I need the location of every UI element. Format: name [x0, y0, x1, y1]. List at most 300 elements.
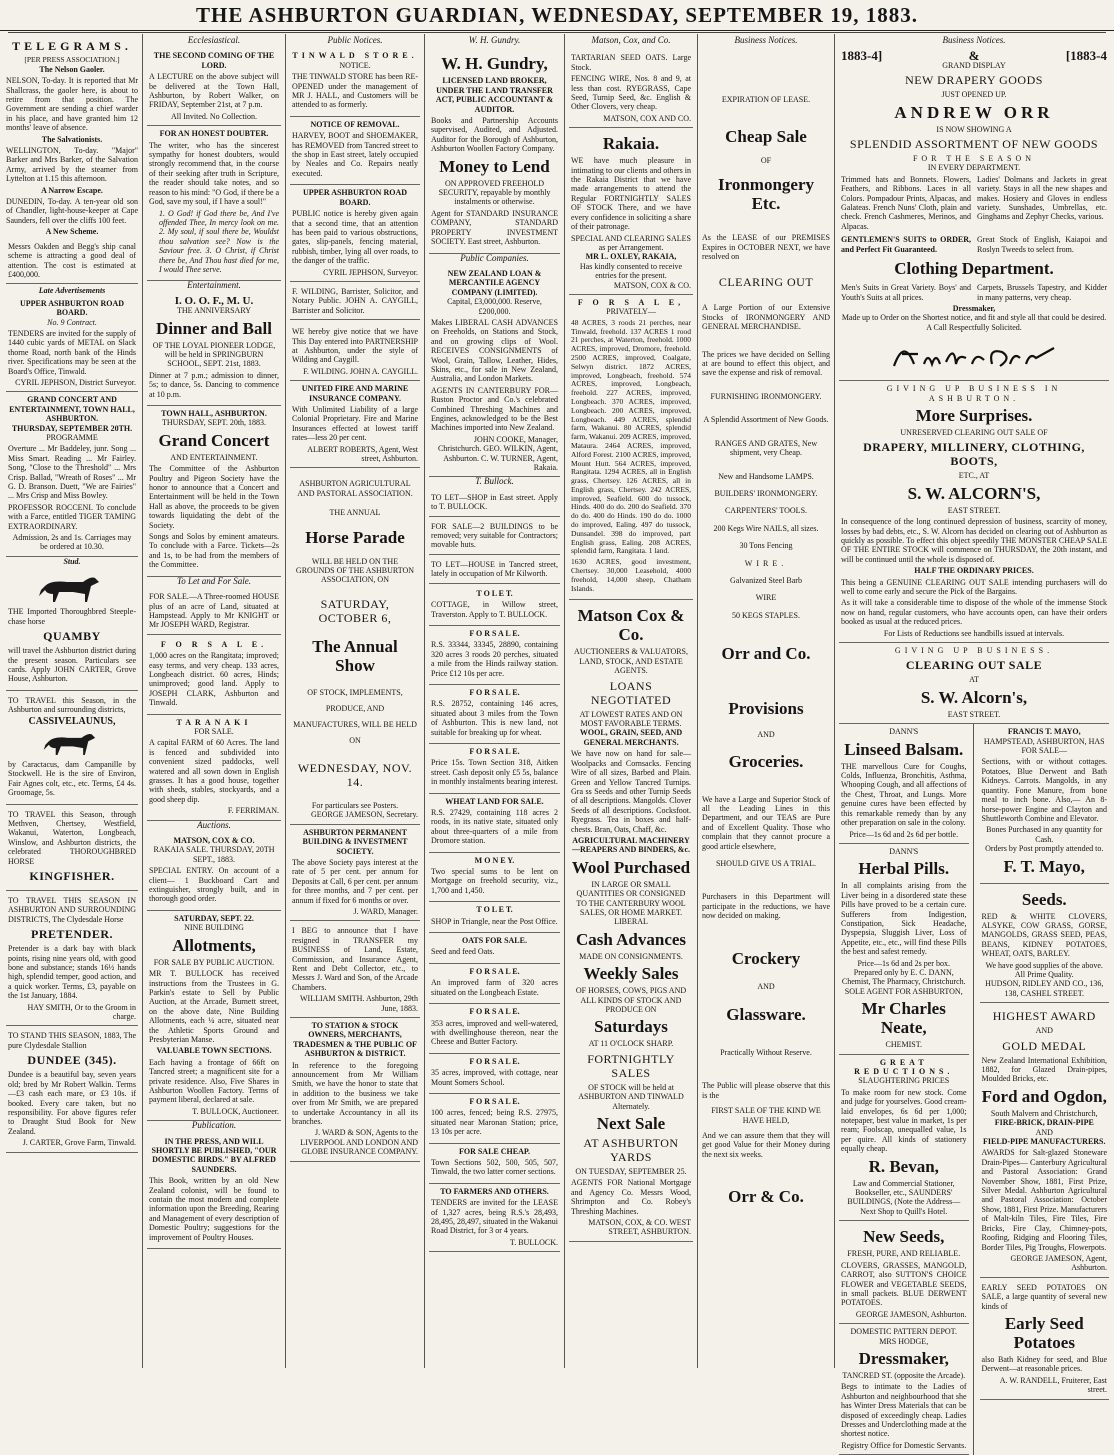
ad-text: HUDSON, RIDLEY AND CO., 136, 138, CASHEL STREET. [985, 979, 1104, 998]
ad-text: ETC., AT [958, 471, 990, 481]
ad-text: Seed and feed Oats. [431, 947, 495, 957]
goods-list: Carpets, Brussels Tapestry, and Kidder in many patterns, very cheap. [977, 283, 1107, 302]
pretender-ad [6, 891, 138, 1026]
ad-text: PUBLIC notice is hereby given again that a second time, that an attention has been paid to various obstructions, gates, slip-panels, fencing material, rubbish, timber, lying all over roads, to the danger of the traffic. [292, 209, 418, 266]
ad-text: Orders by Post promptly attended to. [985, 844, 1104, 854]
ad-text: IS NOW SHOWING A [936, 124, 1012, 134]
ad-text: FIRE-BRICK, DRAIN-PIPE [994, 1118, 1094, 1128]
ad-text: The Committee of the Ashburton Poultry and Pigeon Society have the honor to announce that a Concert and Entertainment will be held in the Town Hall as above, the proceeds to be given towards liquidating the debt of the Society. [149, 464, 279, 530]
ad-headline: Orr and Co. [721, 644, 811, 664]
ad-text: With Unlimited Liability of a large Colonial Proprietary. Fire and Marine Insurances effected at lowest tariff rates—less 20 per cent. [292, 405, 418, 443]
dann-column [839, 724, 974, 1455]
ad-text: THE ANNUAL [329, 508, 381, 518]
ad-text: Each having a frontage of 66ft on Tancred street; a magnificent site for a private residence. Also, Five Shares in Ashburton Woollen Factory. Terms of payment liberal, declared at sale. [149, 1057, 279, 1105]
ad-text: OF STOCK, IMPLEMENTS, PRODUCE, AND MANUFACTURES, WILL BE HELD ON [293, 687, 417, 745]
horse-icon [42, 729, 102, 757]
ad-headline: Glassware. [726, 1005, 806, 1025]
ad-subhead: LOANS NEGOTIATED [590, 678, 672, 707]
to-let-ad: TO LET—SHOP in East street. Apply to T. BULLOCK. [429, 490, 560, 517]
ad-text: Begs to intimate to the Ladies of Ashburton and neighbourhood that she has Winter Dress Materials that can be disposed of exceedingly cheap. Ladies Dresses and Underclothing made at the shortest notice. [841, 1382, 967, 1439]
ad-text: MRS HODGE, [879, 1336, 929, 1346]
ad-text: DANN'S [889, 727, 919, 737]
ford-ogdon-ad [980, 1003, 1110, 1278]
ad-subhead: FORTNIGHTLY SALES [587, 1051, 675, 1080]
goods-lists [841, 173, 1107, 233]
section-header: Public Companies. [460, 252, 529, 263]
horse-icon [37, 572, 107, 604]
telegram-text: DUNEDIN, To-day. A ten-year old son of Chandler, light-house-keeper at Cape Saunders, fell over the cliffs 100 feet. [6, 197, 138, 225]
ad-title: F O R S A L E. [469, 1056, 520, 1066]
ad-headline: Early Seed Potatoes [1004, 1313, 1084, 1352]
goods-list: Men's Suits in Great Variety. Boys' and Youth's Suits at all prices. [841, 283, 971, 302]
ad-title: I. O. O. F., M. U. [174, 294, 254, 307]
road-board-notice [290, 185, 420, 282]
horse-name: PRETENDER. [30, 927, 113, 942]
ad-headline: Herbal Pills. [858, 859, 950, 879]
ad-text: AT [969, 675, 979, 685]
ad-headline: Clothing Department. [894, 259, 1054, 279]
ad-text: by Caractacus, dam Campanille by Stockwell. He is the sire of Environ, Fair Agnes colt, etc., etc. Terms, £4 4s. Groomage, 5s. [8, 759, 136, 798]
section-header: W. H. Gundry. [468, 35, 521, 45]
ad-title: UPPER ASHBURTON ROAD BOARD. [302, 188, 408, 207]
ad-title: NEW ZEALAND LOAN & MERCANTILE AGENCY COMPANY (LIMITED). [447, 268, 542, 297]
ad-text: ON APPROVED FREEHOLD SECURITY, repayable by monthly instalments or otherwise. [438, 178, 551, 207]
for-sale-ad [429, 626, 560, 685]
ad-headline: Grand Concert [158, 430, 270, 450]
doubter-ad [147, 126, 281, 281]
ad-signature: WILLIAM SMITH. Ashburton, 29th June, 1883. [300, 994, 418, 1013]
column-divider [564, 34, 565, 1368]
ad-title: F O R S A L E. [469, 628, 520, 638]
ad-text: THE TINWALD STORE has been RE-OPENED under the management of MR J. HALL, and Customers will be attended to as formerly. [292, 72, 418, 110]
ad-headline: Crockery [731, 948, 801, 968]
ad-text: The writer, who has the sincerest sympathy for honest doubters, would strongly recommend that, in the course of their seeking after truth in Scripture, the reader should take notes, and so reason to his mind: "O God, if there be a God, save my soul, if I have a soul!" [149, 140, 279, 207]
masthead-title: THE ASHBURTON GUARDIAN, WEDNESDAY, SEPTEMBER 19, 1883. [0, 0, 1114, 31]
property-list: 1630 ACRES, good investment, Chertsey. 30,000 Leasehold, 4000 freehold, 14,000 sheep, Chatham Islands. [571, 557, 691, 593]
ad-headline: Ironmongery Etc. [717, 175, 814, 214]
ad-text: MR T. BULLOCK has received instructions from the Trustees in G. Parkin's estate to Sell by Public Auction, at the Arcade, Burnett street, on the above date, Nine Building Allotments, each ¼ acre, situated near the Athletic Sports Ground and Presbyterian Manse. [149, 969, 279, 1044]
ad-text: SPECIAL AND CLEARING SALES as per Arrangement. [571, 233, 691, 252]
ad-text: 100 acres, fenced; being R.S. 27975, situated near Maronan Station; price, 13 10s per acre. [431, 1108, 558, 1137]
ad-text: Law and Commercial Stationer, Bookseller, etc., SAUNDERS' BUILDINGS, (Note the Address— Next Shop to Quill's Hotel. [847, 1178, 961, 1216]
ad-subhead: AGRICULTURAL MACHINERY—REAPERS AND BINDERS, &c. [571, 835, 690, 855]
ad-text: TO TRAVEL this Season, in the Ashburton and surrounding districts, [8, 695, 136, 715]
ad-text: Sections, with or without cottages. Potatoes, Blue Derwent and Bath Kidneys. Carrots. Mangolds, in any quantity. Fone Manure, from bone meal to inch bone. Also,— An 8-horse-power Engine and Clayton and Shuttleworth Combine and Elevator. [981, 757, 1107, 823]
ad-text: MADE ON CONSIGNMENTS. [579, 951, 683, 961]
ad-text: The Public will please observe that this is the [702, 1081, 830, 1100]
ad-headline: Saturdays [594, 1017, 668, 1037]
goods-list: GENTLEMEN'S SUITS to ORDER, and Perfect Fit Guaranteed. [841, 235, 971, 254]
ad-text: As the LEASE of our PREMISES Expires in OCTOBER NEXT, we have resolved on [702, 233, 830, 262]
goods-lists [841, 233, 1107, 256]
dinner-ad [147, 294, 281, 406]
ad-text: IN EVERY DEPARTMENT. [927, 163, 1021, 173]
ad-title: F O R S A L E. [160, 639, 268, 649]
ad-text: FOR SALE BY PUBLIC AUCTION. [153, 957, 275, 967]
ad-text: SOLE AGENT FOR ASHBURTON, [844, 986, 963, 996]
for-sale-ad [429, 1094, 560, 1144]
admission-text: Admission, 2s and 1s. Carriages may be ordered at 10.30. [12, 533, 132, 552]
ad-text: Capital, £3,000,000. Reserve, £200,000. [447, 297, 542, 316]
ad-text: CLOVERS, GRASSES, MANGOLD, CARROT, also SUTTON'S CHOICE FLOWER and VEGETABLE SEEDS, in small packets. BLUE DERWENT POTATOES. [841, 1260, 967, 1308]
ad-signature: GEORGE JAMESON, Secretary. [310, 810, 418, 820]
ad-text: AWARDS for Salt-glazed Stoneware Drain-Pipes— Canterbury Agricultural and Pastoral Association: Grand November Show, 1881, First Prize, Silver Medal. Ashburton Agricultural and Pastoral Association: October Show, 1881, First Prize. Manufacturers of Malt-kiln Tiles, Fire Tiles, Fire Bricks, Fire Clay, Chimney-pots, Roofing, Ridging and Flooring Tiles, Border Tiles, Pig Troughs, Flowerpots. [981, 1148, 1107, 1252]
ad-text: AUCTIONEERS & VALUATORS, LAND, STOCK, AND ESTATE AGENTS. [573, 647, 688, 676]
ad-headline: New Seeds, [863, 1227, 945, 1247]
ad-text: Pretender is a dark bay with black points, rising nine years old, with good bone and substance; stands 16½ hands high, splendid temper, good action, and a quick worker. Terms, £3, payable on the 1st January, 1884. [8, 944, 136, 1001]
ad-text: OF STOCK will be held at ASHBURTON AND TINWALD Alternately. [578, 1082, 684, 1111]
ad-text: BUILDERS' IRONMONGERY. [714, 488, 818, 498]
year-banner [841, 48, 1107, 64]
ad-title: ASHBURTON AGRICULTURAL AND PASTORAL ASSOCIATION. [297, 479, 413, 498]
ad-text: Bones Purchased in any quantity for Cash. [986, 825, 1103, 844]
ad-text: CHEMIST. [885, 1040, 923, 1050]
ad-title: MATSON, COX & CO. [173, 836, 255, 846]
ad-subhead: HIGHEST AWARD [992, 1009, 1096, 1024]
transfer-notice [290, 921, 420, 1018]
ad-headline: Matson Cox & Co. [577, 606, 685, 645]
ad-title: F O R S A L E. [469, 966, 520, 976]
ad-title: GREAT REDUCTIONS. [854, 1057, 954, 1076]
ad-text: Price 15s. Town Section 318, Aitken street. Cash deposit only £5 5s, balance in monthly instalments bearing interest. [431, 758, 558, 787]
ad-text: For particulars see Posters. [311, 800, 399, 810]
ad-text: GRAND DISPLAY [942, 60, 1006, 70]
ad-text: We have good supplies of the above. [985, 960, 1103, 970]
ad-headline: F. T. Mayo, [1003, 856, 1085, 876]
goods-list: Great Stock of English, Kaiapoi and Roslyn Tweeds to select from. [977, 235, 1107, 254]
ad-signature: MATSON, COX AND CO. [603, 113, 691, 123]
to-let-ad: TO LET—HOUSE in Tancred street, lately in occupation of Mr Kilworth. [429, 557, 560, 584]
ad-headline: Ford and Ogdon, [981, 1086, 1107, 1106]
ad-subtitle: RAKAIA SALE. THURSDAY, 20TH SEPT., 1883. [153, 845, 275, 864]
farmers-ad [429, 1184, 560, 1252]
ad-signature: HAY SMITH, Or to the Groom in charge. [27, 1002, 136, 1022]
ad-text: EARLY SEED POTATOES ON SALE, a large quantity of several new kinds of [981, 1282, 1107, 1311]
ad-subhead: NEW DRAPERY GOODS [905, 73, 1043, 88]
bevan-ad [839, 1055, 969, 1222]
ad-text: As it will take a considerable time to dispose of the whole of the immense Stock now on hand, regular customers, who have accounts open, can have their orders booked as usual at the reduced prices. [841, 598, 1107, 627]
ad-title: F O R S A L E, [577, 297, 685, 307]
ad-title: FRANCIS T. MAYO, [1007, 727, 1081, 737]
ad-text: DOMESTIC PATTERN DEPOT. [850, 1327, 957, 1337]
ad-text: A Large Portion of our Extensive Stocks of IRONMONGERY AND GENERAL MERCHANDISE. [702, 303, 830, 332]
ad-text: R.S. 28752, containing 146 acres, situated about 3 miles from the Town of Ashburton. This is new land, not suitable for breaking up for wheat. [431, 699, 558, 737]
ad-text: R.S. 27429, containing 118 acres 2 roods, in its native state, situated only about three-quarters of a mile from Dromore station. [431, 808, 558, 846]
ad-text: FOR THE SEASON [912, 154, 1036, 164]
ad-signature: MATSON, COX & CO. [613, 280, 691, 290]
ad-text: SHOULD GIVE US A TRIAL. [715, 859, 817, 868]
ad-headline: Next Sale [596, 1114, 666, 1134]
ad-text: This Book, written by an old New Zealand colonist, will be found to contain the most modern and complete information upon the Breeding, Rearing and Management of every description of Domestic Poultry; suggestions for the improvement of Poultry Houses. [149, 1176, 279, 1242]
ad-text: also Bath Kidney for seed, and Blue Derwent—at reasonable prices. [981, 1354, 1107, 1374]
ad-title: T O L E T. [476, 905, 513, 915]
orr-co-ad [702, 95, 830, 1206]
ad-headline: Cheap Sale [725, 126, 807, 146]
ad-subtitle: PRIVATELY— [606, 307, 656, 317]
property-list: 48 ACRES, 3 roods 21 perches, near Tinwald, freehold. 137 ACRES 1 rood 21 perches, at Waterton, freehold. 1000 ACRES, improved, Dromore, freehold. 2500 ACRES, improved, Coalgate, Selwyn district. 1872 ACRES, improved, Longbeach, freehold. 574 ACRES, improved, Longbeach, freehold. 227 ACRES, improved, Longbeach. 370 ACRES, improved, Longbeach. 200 ACRES, improved, Longbeach. 449 ACRES, splendid farm, Wakanui. 80 ACRES, splendid farm, Wakanui. 209 ACRES, improved, Mataura. 2464 ACRES, improved, Alford Forest. 2100 ACRES, improved, Mount Hutt. 564 ACRES, improved, Rangitata. 1294 ACRES, all in English grass, Chertsey. 126 ACRES, all in English grass, Chertsey. 242 ACRES, improved, Seafield. 600 do tussock, Hinds. 400 do do. 200 do Seafield. 370 do do. 400 do Hinds. 190 do do. 1000 do improved, Ealing. 497 do tussock, Dunsandel. 398 do improved, part English grass, Ealing. 208 ACRES, splendid farm, Rangitata. 1 land. [571, 317, 691, 556]
insurance-ad [290, 381, 420, 468]
ad-headline: Linseed Balsam. [844, 739, 964, 759]
dressmaker-ad [839, 1324, 969, 1455]
ad-date: SATURDAY, SEPT. 22. [174, 913, 254, 923]
ad-signature: A. W. RANDELL, Fruiterer, East street. [999, 1375, 1107, 1395]
ad-text: TENDERS are invited for the LEASE of 1,327 acres, being R.S.'s 28,493, 28,495, 28,497, situated in the Wakanui Road District, for 3 or 4 years. [431, 1198, 558, 1236]
ad-text: Songs and Solos by eminent amateurs. To conclude with a Farce. Tickets—2s and 1s, to be had from the members of the Committee. [149, 532, 279, 570]
ad-text: AGENTS FOR National Mortgage and Agency Co. Messrs Wood, Shrimpton and Co. Robey's Threshing Machines. [571, 1178, 691, 1216]
ad-text: TO TRAVEL THIS SEASON IN ASHBURTON AND SURROUNDING DISTRICTS, The Clydesdale Horse [8, 896, 136, 924]
ad-headline: Weekly Sales [583, 964, 679, 984]
ad-text: FURNISHING IRONMONGERY. [710, 391, 822, 401]
ad-signature: J. CARTER, Grove Farm, Tinwald. [22, 1138, 136, 1148]
nz-loan-ad [429, 266, 560, 478]
ad-text: Dundee is a beautiful bay, seven years old; bred by Mr Robert Walkin. Terms—£3 cash each mare, or £3 10s. if booked. Every care taken, but no responsibility. For above figures refer to Draught Stud Book for New Zealand. [8, 1070, 136, 1136]
ad-text: COTTAGE, in Willow street, Traverston. Apply to T. BULLOCK. [431, 600, 558, 619]
ad-text: EXPIRATION OF LEASE. [721, 95, 811, 105]
ad-text: AND [1035, 1127, 1053, 1137]
ad-text: For Lists of Reductions see handbills issued at intervals. [883, 628, 1065, 638]
ad-headline: S. W. ALCORN'S, [907, 483, 1041, 503]
ad-subhead: CLEARING OUT SALE [905, 658, 1043, 673]
press-association: [PER PRESS ASSOCIATION.] [24, 55, 120, 64]
ad-headline: Dressmaker, [858, 1348, 949, 1368]
column-divider [697, 34, 698, 1368]
programme-text: PROFESSOR ROCCENI. To conclude with a Farce, entitled TIGER TAMING EXTRAORDINARY. [8, 502, 136, 531]
ad-subhead: DRAPERY, MILLINERY, CLOTHING, BOOTS, [863, 440, 1085, 469]
ad-text: A Call Respectfully Solicited. [926, 322, 1022, 332]
ad-title: UPPER ASHBURTON ROAD BOARD. [19, 298, 125, 318]
ad-text: I BEG to announce that I have resigned in TRANSFER my BUSINESS of Land, Estate, Commission, and Insurance Agent, Rent and Debt Collector, etc., to Messrs J. Ward and Son, of the Arcade Chambers. [292, 926, 418, 992]
ad-date: SATURDAY, OCTOBER 6, [318, 596, 392, 625]
ad-text: This being a GENUINE CLEARING OUT SALE intending purchasers will do well to come early and secure the Pick of the Bargains. [841, 577, 1107, 596]
telegram-text: WELLINGTON, To-day. "Major" Barker and Mrs Barker, of the Salvation Army, arrived by the steamer from Lyttelton at 1.15 this afternoon. [6, 146, 138, 184]
ad-signature: MATSON, COX, & CO. WEST STREET, ASHBURTON. [588, 1218, 691, 1237]
column-divider [424, 34, 425, 1368]
ad-headline: Money to Lend [439, 156, 550, 176]
ad-text: All Invited. No Collection. [171, 111, 257, 121]
ad-title: F O R S A L E. [469, 1007, 520, 1017]
seed-potatoes-ad [980, 1278, 1110, 1400]
ad-text: 50 KEGS STAPLES. [731, 610, 801, 620]
mayo-column [980, 724, 1110, 1455]
ad-text: Registry Office for Domestic Servants. [841, 1440, 967, 1450]
ad-title: GRAND CONCERT AND ENTERTAINMENT, TOWN HALL, ASHBURTON. [9, 395, 135, 424]
rakaia-ad [569, 128, 693, 295]
ad-text: HAMPSTEAD, ASHBURTON, HAS FOR SALE— [983, 736, 1105, 756]
herbal-pills-ad [839, 844, 969, 1055]
ad-headline: Provisions [728, 699, 804, 719]
verse-text: 1. O God! if God there be, And I've offended Thee, In mercy look on me. 2. My soul, if soul there be, Wouldst thou salvation see? Now is the Saviour free. 3. O Christ, if Christ there be, And Thou hast died for me, I would Thee serve. [159, 208, 279, 274]
ad-text: Town Sections 502, 500, 505, 507, Tinwald, the two latter corner sections. [431, 1157, 558, 1177]
ad-title: FOR AN HONEST DOUBTER. [159, 129, 269, 139]
ad-signature: J. WARD, Manager. [353, 906, 418, 916]
lower-two-columns [839, 724, 1109, 1455]
ad-text: WILL BE HELD ON THE GROUNDS OF THE ASHBURTON ASSOCIATION, ON [295, 556, 415, 585]
alcorn-ad [839, 381, 1109, 643]
dundee-ad [6, 1026, 138, 1152]
ad-text: Books and Partnership Accounts supervised, Audited, and Adjusted. Auditor for the Borough of Ashburton, Ashburton Woollen Factory Company. [431, 116, 558, 154]
mayo-ad [980, 724, 1110, 883]
ad-headline: More Surprises. [915, 405, 1033, 425]
land-for-sale-ad [147, 637, 281, 715]
ad-text: SLAUGHTERING PRICES [858, 1076, 950, 1086]
column-divider [285, 34, 286, 1368]
ad-text: SPECIAL ENTRY. On account of a client— 1 Buckboard Cart and extinguisher, strongly built, and in thorough good order. [149, 866, 279, 904]
ad-text: MR L. OXLEY, RAKAIA, [585, 252, 677, 262]
goods-list: Ladies' Dolmans and Jackets in great variety. Stays in all the new shapes and makes. Hosiery and Gloves in endless variety. Sunshades, Umbrellas, etc. Ginghams and Zephyr Checks, various. [977, 174, 1107, 222]
ad-date: THURSDAY, SEPTEMBER 20TH. [11, 423, 133, 433]
ad-text: WIRE. [744, 558, 788, 568]
ad-text: In consequence of the long continued depression of business, scarcity of money, losses by bad debts, etc., S. W. Alcorn has decided on clearing out of Ashburton as quickly as possible. To effect this object speedily THE MONSTER CHEAP SALE OF THE ENTIRE STOCK will commence on THURSDAY, the 20th instant, and will be continued until the whole is disposed of. [841, 517, 1107, 564]
ad-text: NINE BUILDING [184, 923, 244, 933]
section-header: Auctions. [197, 819, 231, 830]
ad-subhead: SPLENDID ASSORTMENT OF NEW GOODS [849, 137, 1099, 152]
ad-text: South Malvern and Christchurch, [990, 1108, 1098, 1118]
ad-text: AND ENTERTAINMENT. [170, 452, 258, 462]
ad-signature: T. BULLOCK, Auctioneer. [192, 1106, 279, 1116]
ad-headline: Dinner and Ball [156, 318, 272, 338]
ad-text: Price—1s 6d and 2s per box. [857, 958, 950, 968]
ad-headline: Mr Charles Neate, [861, 999, 946, 1038]
ad-subhead: AT ASHBURTON YARDS [583, 1136, 679, 1165]
ad-title: M O N E Y. [474, 855, 515, 865]
ad-text: Makes LIBERAL CASH ADVANCES on Freeholds, on Stations and Stock, and on growing clips of Wool. RECEIVES CONSIGNMENTS of Wool, Grain, Tallow, Leather, Hides, Skins, etc., for sale in New Zealand, Australia, and London Markets. [431, 317, 558, 384]
shop-to-let-ad [429, 902, 560, 933]
ad-text: AND [757, 981, 775, 991]
ad-headline: Cash Advances [575, 929, 687, 949]
column-divider [142, 34, 143, 1368]
column-telegrams [6, 36, 138, 1366]
late-ads-heading: Late Advertisements [38, 286, 106, 296]
ad-text: New Zealand International Exhibition, 1882, for Glazed Drain-pipes, Moulded Bricks, etc. [981, 1055, 1107, 1084]
section-header: Public Notices. [327, 35, 383, 45]
ad-title: IN THE PRESS, AND WILL SHORTLY BE PUBLISHED, "OUR DOMESTIC BIRDS." BY ALFRED SAUNDERS. [151, 1136, 277, 1174]
ad-title: TARANAKI [176, 717, 252, 727]
ad-signature: F. WILDING. JOHN A. CAYGILL. [303, 366, 418, 376]
ad-headline: Wool Purchased [571, 857, 691, 877]
grand-concert-ad [147, 406, 281, 577]
alcorn-ad-2 [839, 643, 1109, 724]
section-header: Business Notices. [734, 35, 798, 45]
ad-headline: Groceries. [728, 751, 804, 771]
ad-text: In all complaints arising from the Liver being in a disordered state these Pills have proved to be a certain cure. Sufferers from Indigestion, Constipation, Sick Headache, Dyspepsia, Sluggish Liver, Loss of Appetite, etc., etc., will find these Pills the best and safest remedy. [841, 881, 967, 957]
ad-headline: The Annual Show [312, 636, 398, 675]
ad-title: WHEAT LAND FOR SALE. [445, 796, 544, 806]
ad-text: WE hereby give notice that we have This Day entered into PARTNERSHIP at Ashburton, under the style of Wilding and Caygill. [292, 327, 418, 365]
matson-cox-main-ad [569, 600, 693, 1241]
ad-text: FRESH, PURE, AND RELIABLE. [847, 1249, 961, 1259]
section-header: To Let and For Sale. [177, 575, 251, 586]
ad-text: Dressmaker, [952, 303, 996, 313]
ad-subhead: WOOL, GRAIN, SEED, AND GENERAL MERCHANTS. [579, 728, 683, 747]
ad-subtitle: VALUABLE TOWN SECTIONS. [156, 1046, 272, 1056]
ad-headline: Horse Parade [305, 527, 405, 547]
ad-text: Practically Without Reserve. [720, 1048, 812, 1058]
ad-title: NOTICE OF REMOVAL. [310, 119, 400, 129]
new-seeds-ad [839, 1221, 969, 1324]
banner-right: [1883-4 [1065, 48, 1107, 64]
house-for-sale-ad: FOR SALE.—A Three-roomed HOUSE plus of an acre of Land, situated at Hampstead. Apply to Mr KNIGHT or Mr JOSEPH WARD, Registrar. [147, 589, 281, 635]
andrew-orr-ad [839, 48, 1109, 381]
ad-title: OATS FOR SALE. [462, 936, 527, 946]
ad-signature: CYRIL JEPHSON, District Surveyor. [15, 377, 136, 387]
ad-headline: Allotments, [172, 935, 256, 955]
ad-text: LIBERAL [614, 917, 648, 927]
show-ad [290, 468, 420, 824]
ad-text: THE ANNIVERSARY [176, 306, 251, 316]
stock-owners-notice [290, 1018, 420, 1162]
ad-text: THE marvellous Cure for Coughs, Colds, Influenza, Bronchitis, Asthma, Whooping Cough, and all affections of the Chest, Throat, and Lungs. More genuine cures have been effected by this remarkable remedy than by any other preparation on sale in the colony. [841, 761, 967, 828]
section-header: Business Notices. [942, 35, 1006, 45]
telegram-subhead: The Salvationists. [41, 134, 103, 144]
section-header: Ecclesiastical. [187, 35, 241, 45]
ad-title: UNITED FIRE AND MARINE INSURANCE COMPANY. [301, 384, 409, 403]
section-header: T. Bullock. [475, 476, 514, 487]
ad-text: 1,000 acres on the Rangitata; improved; easy terms, and very cheap. 133 acres, Longbeach district. 60 acres, Hinds; unimproved; good land. Apply to JOSEPH CLARK, Ashburton and Tinwald. [149, 651, 279, 708]
concert-ad [6, 392, 138, 557]
allotments-ad [147, 911, 281, 1121]
wheat-land-ad [429, 794, 560, 853]
road-board-ad [6, 296, 138, 393]
ad-text: SHOP in Triangle, near the Post Office. [431, 916, 558, 926]
ad-title: F O R S A L E. [469, 1096, 520, 1106]
ad-text: CARPENTERS' TOOLS. [724, 506, 808, 516]
publication-ad [147, 1134, 281, 1249]
gundry-ad [429, 48, 560, 253]
ad-headline: Rakaia. [602, 134, 660, 154]
ad-text: FENCING WIRE, Nos. 8 and 9, at less than cost. RYEGRASS, Cape Seed, Turnip Seed, &c. English & Other Clovers, very cheap. [571, 74, 691, 112]
ad-text: HARVEY, BOOT and SHOEMAKER, has REMOVED from Tancred street to the shop in East street, lately occupied by Neales and Co. Repairs neatly executed. [292, 131, 418, 178]
ad-text: Price—1s 6d and 2s 6d per bottle. [849, 829, 959, 839]
ad-title: TOWN HALL, ASHBURTON. [161, 409, 267, 418]
for-sale-ad [429, 685, 560, 744]
linseed-ad [839, 724, 969, 844]
seed-oats-ad [569, 48, 693, 128]
section-header: Entertainment. [187, 280, 241, 291]
ad-signature: T. BULLOCK. [509, 1237, 558, 1247]
ad-text: RANGES AND GRATES, New shipment, very Cheap. [714, 438, 818, 458]
ad-text: We have a Large and Superior Stock of all the Leading Lines in this Department, and our TEAS are Pure and of Excellent Quality. Those who complain that they cannot procure a good article elsewhere, [702, 794, 830, 851]
stud-heading: Stud. [63, 556, 81, 566]
ad-headline: W. H. Gundry, [441, 54, 548, 74]
telegrams-heading: TELEGRAMS. [12, 39, 132, 53]
ad-text: RED & WHITE CLOVERS, ALSYKE, COW GRASS, GORSE, MANGOLDS, GRASS SEED, PEAS, BEANS, KIDNEY POTATOES, WHEAT, OATS, BARLEY. [981, 911, 1107, 959]
ad-text: The above Society pays interest at the rate of 5 per cent. per annum for Deposits at Call, 6 per cent. per annum for three months, and 7 per cent. per annum if fixed for 6 months or over. [292, 857, 418, 905]
cheap-sections-ad [429, 1144, 560, 1184]
ad-text: A LECTURE on the above subject will be delivered at the Town Hall, Ashburton, by Robert Walker, on FRIDAY, September 21st, at 7 p.m. [149, 72, 279, 110]
ad-text: OF HORSES, COWS, PIGS AND ALL KINDS OF STOCK AND PRODUCE ON [575, 986, 687, 1015]
ad-text: 30 Tons Fencing [739, 541, 793, 551]
column-public-notices [290, 36, 420, 1366]
oats-ad [429, 933, 560, 964]
ad-signature: GEORGE JAMESON, Agent, Ashburton. [1010, 1253, 1107, 1273]
ad-text: AND [757, 730, 775, 740]
building-society-ad [290, 825, 420, 922]
ad-signature: F. FERRIMAN. [227, 806, 279, 816]
ad-text: AT 11 O'CLOCK SHARP. [588, 1039, 674, 1049]
banner-middle: & [968, 48, 980, 64]
ad-date: THURSDAY, SEPT. 20th, 1883. [161, 418, 267, 428]
ad-text: Has kindly consented to receive entries for the present. [579, 261, 683, 281]
masthead-rule [8, 32, 1106, 33]
ad-text: will travel the Ashburton district during the present season. Particulars see cards. Apply JOHN CARTER, Grove House, Ashburton. [8, 646, 136, 684]
ad-text: New and Handsome LAMPS. [718, 471, 814, 481]
seeds-ad [980, 884, 1110, 1004]
ad-text: AGENTS IN CANTERBURY FOR—Ruston Proctor and Co.'s celebrated Combined Threshing Machines and Engines, acknowledged to be the Best Machines imported into New Zealand. [431, 385, 558, 433]
ad-text: EAST STREET. [947, 505, 1001, 515]
ad-text: A Splendid Assortment of New Goods. [703, 415, 829, 425]
ad-text: UNRESERVED CLEARING OUT SALE OF [900, 427, 1048, 437]
ad-text: FIRST SALE OF THE KIND WE HAVE HELD, [711, 1106, 821, 1125]
